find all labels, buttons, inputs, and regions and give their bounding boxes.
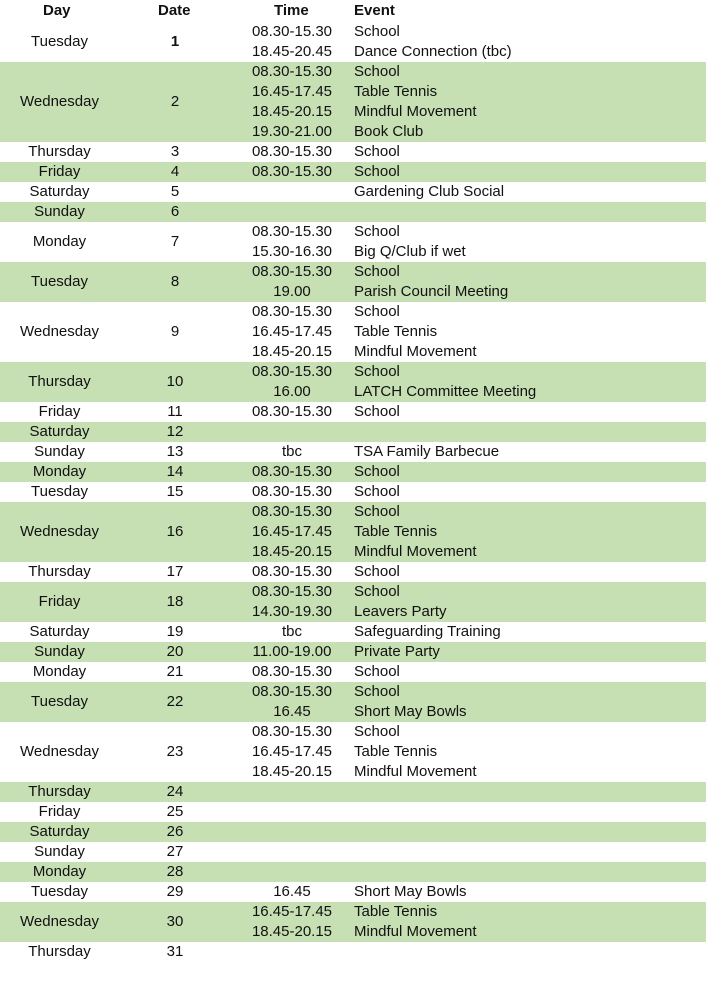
day-cell: Saturday: [29, 183, 90, 200]
day-cell: Tuesday: [31, 33, 88, 50]
table-row: [0, 482, 706, 502]
day-cell: Thursday: [28, 943, 91, 960]
table-row: [0, 462, 706, 482]
time-cell: 08.30-15.30: [251, 143, 333, 160]
event-cell: School: [354, 483, 400, 500]
table-row: [0, 582, 706, 622]
date-cell: 31: [166, 943, 184, 960]
table-row: [0, 782, 706, 802]
day-cell: Saturday: [29, 623, 90, 640]
time-cell: 08.30-15.30: [251, 483, 333, 500]
table-row: [0, 802, 706, 822]
event-cell: School: [354, 563, 400, 580]
day-cell: Thursday: [28, 783, 91, 800]
event-cell: School: [354, 143, 400, 160]
day-cell: Sunday: [34, 203, 85, 220]
date-cell: 28: [166, 863, 184, 880]
event-cell: Table Tennis: [354, 323, 438, 340]
day-cell: Tuesday: [31, 273, 88, 290]
time-cell: 08.30-15.30: [251, 723, 333, 740]
event-cell: Table Tennis: [354, 743, 438, 760]
date-cell: 15: [166, 483, 184, 500]
table-row: [0, 262, 706, 302]
table-row: [0, 422, 706, 442]
time-cell: 16.45: [273, 883, 311, 900]
day-cell: Tuesday: [31, 883, 88, 900]
time-cell: 18.45-20.15: [251, 103, 333, 120]
time-cell: 08.30-15.30: [251, 23, 333, 40]
event-cell: School: [354, 23, 400, 40]
table-row: [0, 722, 706, 782]
event-cell: Short May Bowls: [354, 703, 467, 720]
time-cell: 18.45-20.45: [251, 43, 333, 60]
date-cell: 2: [170, 93, 180, 110]
day-cell: Friday: [38, 163, 81, 180]
event-cell: School: [354, 363, 400, 380]
table-body: [0, 22, 706, 962]
day-cell: Wednesday: [20, 523, 99, 540]
date-cell: 23: [166, 743, 184, 760]
time-cell: 16.45-17.45: [251, 523, 333, 540]
day-cell: Thursday: [28, 143, 91, 160]
time-cell: 08.30-15.30: [251, 463, 333, 480]
time-cell: 08.30-15.30: [251, 363, 333, 380]
time-cell: tbc: [281, 623, 302, 640]
time-cell: 15.30-16.30: [251, 243, 333, 260]
event-cell: Table Tennis: [354, 903, 438, 920]
date-cell: 9: [170, 323, 180, 340]
day-cell: Tuesday: [31, 693, 88, 710]
event-cell: School: [354, 403, 400, 420]
time-cell: 14.30-19.30: [251, 603, 333, 620]
table-row: [0, 162, 706, 182]
time-cell: 16.45-17.45: [251, 323, 333, 340]
table-row: [0, 822, 706, 842]
table-row: [0, 862, 706, 882]
table-row: [0, 402, 706, 422]
date-cell: 26: [166, 823, 184, 840]
event-cell: School: [354, 683, 400, 700]
date-cell: 29: [166, 883, 184, 900]
table-row: [0, 842, 706, 862]
time-cell: 18.45-20.15: [251, 923, 333, 940]
day-cell: Saturday: [29, 423, 90, 440]
date-cell: 24: [166, 783, 184, 800]
header-row: [0, 0, 706, 22]
table-row: [0, 202, 706, 222]
event-cell: School: [354, 63, 400, 80]
event-cell: School: [354, 223, 400, 240]
time-cell: 08.30-15.30: [251, 223, 333, 240]
date-cell: 1: [170, 33, 180, 50]
time-cell: 08.30-15.30: [251, 263, 333, 280]
time-cell: 19.30-21.00: [251, 123, 333, 140]
table-row: [0, 222, 706, 262]
date-cell: 16: [166, 523, 184, 540]
event-cell: School: [354, 163, 400, 180]
date-cell: 8: [170, 273, 180, 290]
day-cell: Sunday: [34, 443, 85, 460]
day-cell: Wednesday: [20, 913, 99, 930]
time-cell: 19.00: [273, 283, 311, 300]
time-cell: 18.45-20.15: [251, 343, 333, 360]
day-cell: Monday: [32, 233, 87, 250]
date-cell: 7: [170, 233, 180, 250]
table-row: [0, 22, 706, 62]
day-cell: Sunday: [34, 643, 85, 660]
time-cell: 08.30-15.30: [251, 583, 333, 600]
table-row: [0, 882, 706, 902]
table-row: [0, 442, 706, 462]
table-row: [0, 902, 706, 942]
time-cell: 18.45-20.15: [251, 763, 333, 780]
event-cell: Mindful Movement: [354, 543, 477, 560]
time-cell: 16.45-17.45: [251, 903, 333, 920]
date-cell: 4: [170, 163, 180, 180]
day-cell: Monday: [32, 663, 87, 680]
day-cell: Friday: [38, 403, 81, 420]
date-cell: 19: [166, 623, 184, 640]
time-cell: 08.30-15.30: [251, 163, 333, 180]
day-cell: Saturday: [29, 823, 90, 840]
event-cell: Mindful Movement: [354, 103, 477, 120]
time-cell: 16.45-17.45: [251, 743, 333, 760]
event-cell: School: [354, 303, 400, 320]
table-row: [0, 622, 706, 642]
time-cell: 11.00-19.00: [252, 643, 332, 660]
event-cell: Dance Connection (tbc): [354, 43, 512, 60]
day-cell: Monday: [32, 863, 87, 880]
time-cell: 08.30-15.30: [251, 403, 333, 420]
time-cell: tbc: [281, 443, 302, 460]
day-cell: Thursday: [28, 563, 91, 580]
table-row: [0, 182, 706, 202]
event-cell: School: [354, 263, 400, 280]
date-cell: 10: [166, 373, 184, 390]
event-cell: Table Tennis: [354, 83, 438, 100]
event-cell: School: [354, 583, 400, 600]
date-cell: 5: [170, 183, 180, 200]
day-cell: Sunday: [34, 843, 85, 860]
date-cell: 6: [170, 203, 180, 220]
time-cell: 08.30-15.30: [251, 503, 333, 520]
header-day: Day: [43, 2, 71, 19]
event-cell: Private Party: [354, 643, 440, 660]
table-row: [0, 362, 706, 402]
day-cell: Wednesday: [20, 93, 99, 110]
table-row: [0, 562, 706, 582]
date-cell: 21: [166, 663, 184, 680]
time-cell: 16.00: [273, 383, 311, 400]
day-cell: Thursday: [28, 373, 91, 390]
event-cell: TSA Family Barbecue: [354, 443, 500, 460]
event-cell: Book Club: [354, 123, 424, 140]
event-cell: Parish Council Meeting: [354, 283, 509, 300]
time-cell: 08.30-15.30: [251, 303, 333, 320]
date-cell: 25: [166, 803, 184, 820]
time-cell: 08.30-15.30: [251, 63, 333, 80]
event-cell: Short May Bowls: [354, 883, 467, 900]
event-cell: Mindful Movement: [354, 923, 477, 940]
date-cell: 30: [166, 913, 184, 930]
event-cell: Mindful Movement: [354, 763, 477, 780]
header-event: Event: [354, 2, 395, 19]
day-cell: Friday: [38, 803, 81, 820]
day-cell: Friday: [38, 593, 81, 610]
event-cell: School: [354, 503, 400, 520]
header-time: Time: [274, 2, 309, 19]
date-cell: 27: [166, 843, 184, 860]
table-row: [0, 942, 706, 962]
table-row: [0, 642, 706, 662]
event-cell: Leavers Party: [354, 603, 447, 620]
time-cell: 08.30-15.30: [251, 563, 333, 580]
time-cell: 08.30-15.30: [251, 683, 333, 700]
event-cell: LATCH Committee Meeting: [354, 383, 537, 400]
table-row: [0, 62, 706, 142]
date-cell: 13: [166, 443, 184, 460]
time-cell: 08.30-15.30: [251, 663, 333, 680]
table-row: [0, 682, 706, 722]
event-cell: Mindful Movement: [354, 343, 477, 360]
date-cell: 14: [166, 463, 184, 480]
time-cell: 16.45-17.45: [251, 83, 333, 100]
day-cell: Wednesday: [20, 323, 99, 340]
date-cell: 3: [170, 143, 180, 160]
table-row: [0, 662, 706, 682]
header-date: Date: [158, 2, 191, 19]
date-cell: 20: [166, 643, 184, 660]
time-cell: 18.45-20.15: [251, 543, 333, 560]
time-cell: 16.45: [273, 703, 311, 720]
day-cell: Wednesday: [20, 743, 99, 760]
event-cell: Table Tennis: [354, 523, 438, 540]
event-cell: School: [354, 663, 400, 680]
day-cell: Monday: [32, 463, 87, 480]
date-cell: 12: [166, 423, 184, 440]
table-row: [0, 502, 706, 562]
date-cell: 17: [166, 563, 184, 580]
table-row: [0, 142, 706, 162]
date-cell: 11: [167, 403, 183, 420]
event-cell: Big Q/Club if wet: [354, 243, 466, 260]
event-cell: Gardening Club Social: [354, 183, 505, 200]
day-cell: Tuesday: [31, 483, 88, 500]
event-cell: Safeguarding Training: [354, 623, 501, 640]
event-cell: School: [354, 723, 400, 740]
date-cell: 18: [166, 593, 184, 610]
date-cell: 22: [166, 693, 184, 710]
table-row: [0, 302, 706, 362]
event-cell: School: [354, 463, 400, 480]
